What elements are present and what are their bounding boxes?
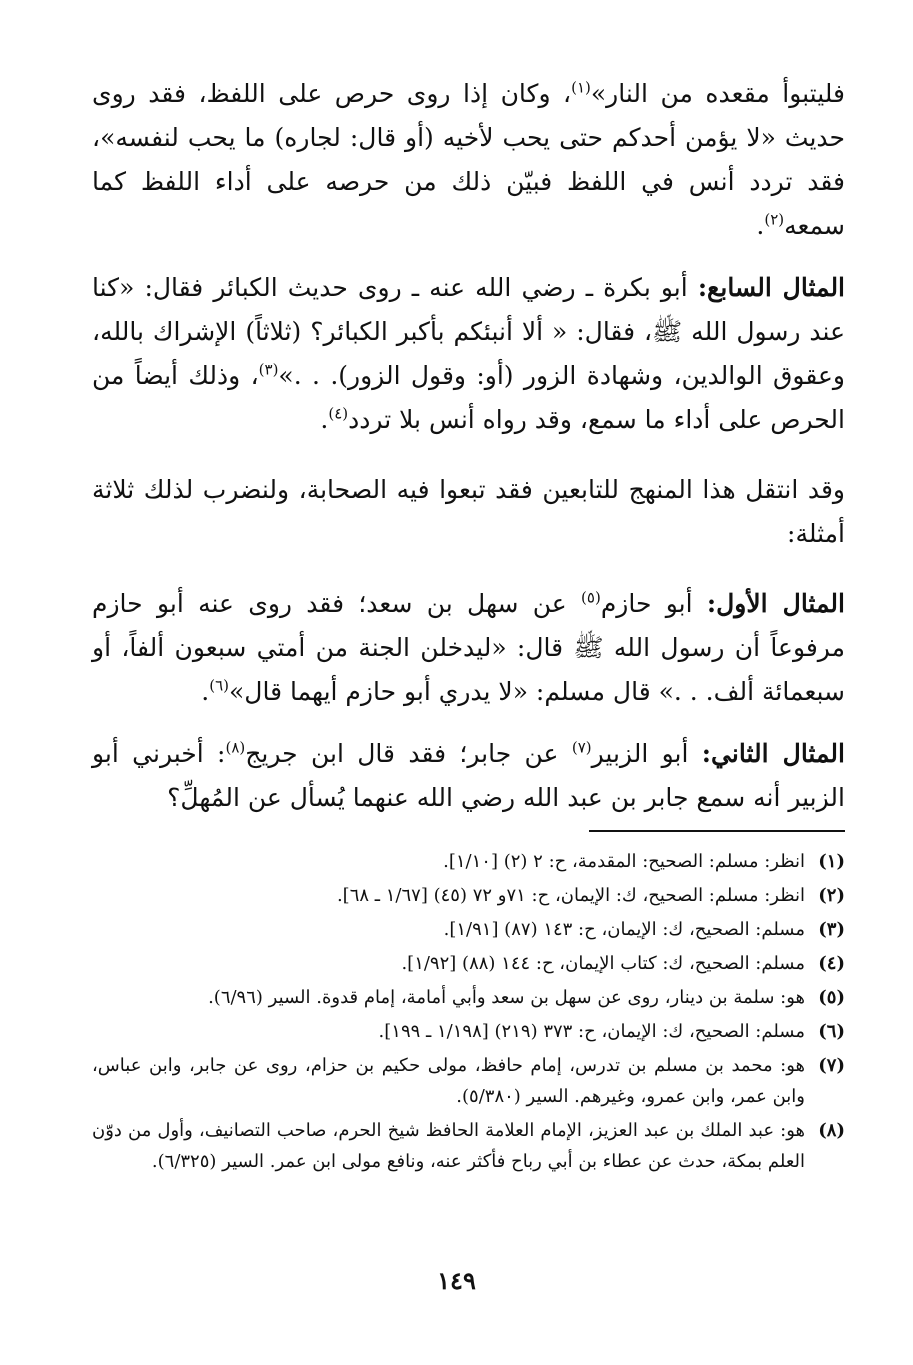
footnote-text: مسلم: الصحيح، ك: الإيمان، ح: ٣٧٣ (٢١٩) [١/١٩٨ ـ ١٩٩]. [378, 1021, 805, 1042]
paragraph: المثال السابع: أبو بكرة ـ رضي الله عنه ـ روى حديث الكبائر فقال: «كنا عند رسول الله ﷺ، فقال: « ألا أنبئكم بأكبر الكبائر؟ (ثلاثاً) الإشراك بالله، وعقوق الوالدين، وشهادة الزور (أو: وقول الزور). . .»$^{(٣)}$، وذلك أيضاً من الحرص على أداء ما سمع، وقد رواه أنس بلا تردد$^{(٤)}$. [92, 273, 846, 434]
footnote-ref: (٦) [209, 676, 230, 695]
footnotes [92, 846, 845, 1180]
footnote-item [92, 914, 845, 945]
footnote-item [92, 880, 845, 911]
footnote-ref: (٣) [258, 360, 279, 379]
footnote-item [92, 1050, 845, 1112]
footnote-ref: (٢) [764, 210, 785, 229]
example-heading: المثال السابع: [697, 273, 846, 302]
footnote-item [92, 982, 845, 1013]
footnote-number: (١) [818, 851, 845, 872]
footnote-number: (٣) [818, 919, 845, 940]
footnote-text: انظر: مسلم: الصحيح، ك: الإيمان، ح: ٧١و ٧٢ (٤٥) [١/٦٧ ـ ٦٨]. [336, 885, 805, 906]
footnote-text: مسلم: الصحيح، ك: كتاب الإيمان، ح: ١٤٤ (٨٨) [١/٩٢]. [401, 953, 805, 974]
paragraph: المثال الأول: أبو حازم$^{(٥)}$ عن سهل بن سعد؛ فقد روى عنه أبو حازم مرفوعاً أن رسول الله ﷺ قال: «ليدخلن الجنة من أمتي سبعون ألفاً، أو سبعمائة ألف. . .» قال مسلم: «لا يدري أبو حازم أيهما قال»$^{(٦)}$. [92, 588, 845, 706]
footnote-number: (٦) [818, 1021, 845, 1042]
footnote-number: (٢) [818, 885, 845, 906]
footnote-ref: (٨) [225, 738, 246, 757]
example-heading: المثال الأول: [706, 589, 845, 618]
footnote-item [92, 1115, 845, 1177]
footnote-divider [589, 830, 845, 832]
footnote-text: هو: محمد بن مسلم بن تدرس، إمام حافظ، مولى حكيم بن حزام، روى عن جابر، وابن عباس، وابن عمر، وابن عمرو، وغيرهم. السير (٥/٣٨٠). [92, 1055, 805, 1107]
footnote-item [92, 1016, 845, 1047]
footnote-ref: (٥) [581, 588, 601, 607]
footnote-text: هو: سلمة بن دينار، روى عن سهل بن سعد وأبي أمامة، إمام قدوة. السير (٦/٩٦). [208, 987, 805, 1008]
main-text [92, 72, 845, 820]
paragraph: فليتبوأ مقعده من النار»$^{(١)}$، وكان إذا روى حرص على اللفظ، فقد روى حديث «لا يؤمن أحدكم حتى يحب لأخيه (أو قال: لجاره) ما يحب لنفسه»، فقد تردد أنس في اللفظ فبيّن ذلك من حرصه على أداء اللفظ كما سمعه$^{(٢)}$. [92, 78, 845, 240]
footnote-number: (٧) [818, 1055, 845, 1076]
footnote-text: مسلم: الصحيح، ك: الإيمان، ح: ١٤٣ (٨٧) [١/٩١]. [443, 919, 805, 940]
footnote-number: (٥) [818, 987, 845, 1008]
footnote-item [92, 846, 845, 877]
footnote-number: (٤) [818, 953, 845, 974]
paragraph: المثال الثاني: أبو الزبير$^{(٧)}$ عن جابر؛ فقد قال ابن جريج$^{(٨)}$: أخبرني أبو الزبير أنه سمع جابر بن عبد الله رضي الله عنهما يُسأل عن المُهلِّ؟ [92, 738, 845, 812]
footnote-ref: (٧) [571, 738, 592, 757]
example-heading: المثال الثاني: [701, 739, 845, 768]
paragraph: وقد انتقل هذا المنهج للتابعين فقد تبعوا فيه الصحابة، ولنضرب لذلك ثلاثة أمثلة: [92, 475, 845, 548]
footnote-text: هو: عبد الملك بن عبد العزيز، الإمام العلامة الحافظ شيخ الحرم، صاحب التصانيف، وأول من دوّن العلم بمكة، حدث عن عطاء بن أبي رباح فأكثر عنه، ونافع مولى ابن عمر. السير (٦/٣٢٥). [92, 1120, 805, 1172]
footnote-text: انظر: مسلم: الصحيح: المقدمة، ح: ٢ (٢) [١/١٠]. [443, 851, 805, 872]
footnote-number: (٨) [818, 1120, 845, 1141]
footnote-ref: (١) [571, 78, 591, 97]
page-number: ١٤٩ [437, 1266, 476, 1295]
footnote-item [92, 948, 845, 979]
footnote-ref: (٤) [328, 404, 349, 423]
